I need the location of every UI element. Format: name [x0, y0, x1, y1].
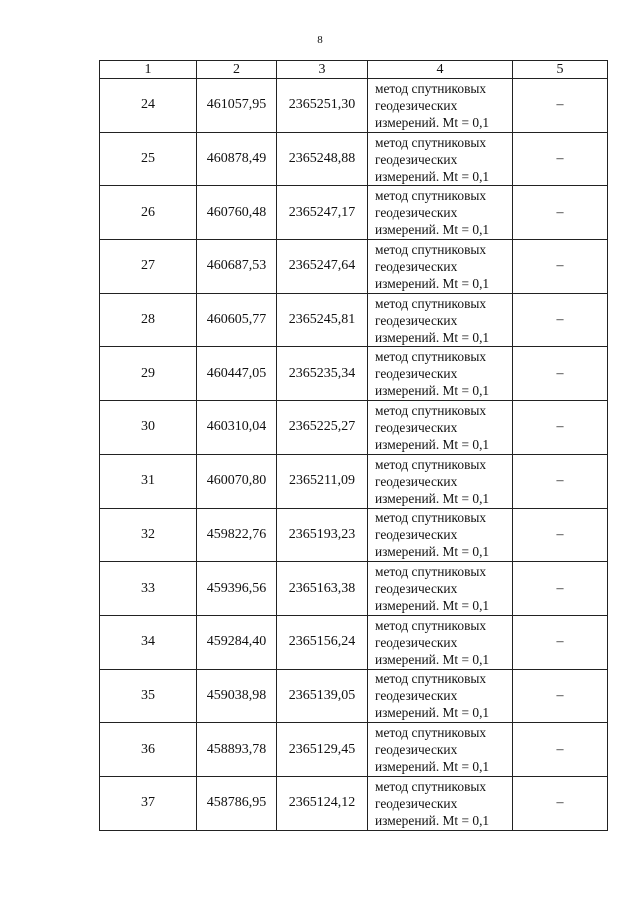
y-coordinate-cell: 2365193,23: [277, 508, 368, 562]
method-cell: [368, 401, 513, 455]
method-cell: [368, 240, 513, 294]
table-row: [100, 508, 608, 562]
x-coordinate-cell: 460878,49: [197, 132, 277, 186]
col5-cell: –: [513, 401, 608, 455]
point-number-cell: 27: [100, 240, 197, 294]
col5-cell: –: [513, 723, 608, 777]
col5-cell: –: [513, 79, 608, 133]
y-coordinate-cell: 2365245,81: [277, 293, 368, 347]
y-coordinate-cell: 2365124,12: [277, 776, 368, 830]
x-coordinate-cell: 461057,95: [197, 79, 277, 133]
page-number: 8: [317, 34, 323, 46]
method-line: метод спутниковых: [375, 564, 487, 580]
method-line: геодезических: [375, 527, 458, 543]
point-number-cell: 24: [100, 79, 197, 133]
method-line: метод спутниковых: [375, 349, 487, 365]
method-line: метод спутниковых: [375, 725, 487, 741]
header-col-3: 3: [277, 61, 368, 79]
x-coordinate-cell: 460760,48: [197, 186, 277, 240]
method-cell: [368, 454, 513, 508]
method-cell: [368, 562, 513, 616]
table-row: [100, 401, 608, 455]
x-coordinate-cell: 459822,76: [197, 508, 277, 562]
y-coordinate-cell: 2365251,30: [277, 79, 368, 133]
y-coordinate-cell: 2365139,05: [277, 669, 368, 723]
method-cell: [368, 347, 513, 401]
table-header-row: [100, 61, 608, 79]
col5-cell: –: [513, 186, 608, 240]
point-number-cell: 31: [100, 454, 197, 508]
table-row: [100, 293, 608, 347]
x-coordinate-cell: 460687,53: [197, 240, 277, 294]
method-line: метод спутниковых: [375, 134, 487, 150]
table-row: [100, 347, 608, 401]
method-line: измерений. Mt = 0,1: [375, 383, 490, 399]
method-cell: [368, 293, 513, 347]
point-number-cell: 37: [100, 776, 197, 830]
method-line: геодезических: [375, 688, 458, 704]
y-coordinate-cell: 2365225,27: [277, 401, 368, 455]
col5-cell: –: [513, 132, 608, 186]
header-col-1: 1: [100, 61, 197, 79]
method-line: измерений. Mt = 0,1: [375, 490, 490, 506]
table-row: [100, 79, 608, 133]
method-line: геодезических: [375, 151, 458, 167]
col5-cell: –: [513, 615, 608, 669]
method-line: метод спутниковых: [375, 778, 487, 794]
col5-cell: –: [513, 293, 608, 347]
col5-cell: –: [513, 347, 608, 401]
method-line: геодезических: [375, 634, 458, 650]
x-coordinate-cell: 460447,05: [197, 347, 277, 401]
method-line: геодезических: [375, 581, 458, 597]
method-line: геодезических: [375, 742, 458, 758]
x-coordinate-cell: 458786,95: [197, 776, 277, 830]
method-line: измерений. Mt = 0,1: [375, 275, 490, 291]
method-line: геодезических: [375, 419, 458, 435]
col5-cell: –: [513, 240, 608, 294]
table-body: [100, 79, 608, 831]
method-line: геодезических: [375, 312, 458, 328]
x-coordinate-cell: 460310,04: [197, 401, 277, 455]
method-line: измерений. Mt = 0,1: [375, 759, 490, 775]
method-line: метод спутниковых: [375, 80, 487, 96]
y-coordinate-cell: 2365235,34: [277, 347, 368, 401]
table-row: [100, 132, 608, 186]
table-row: [100, 776, 608, 830]
x-coordinate-cell: 460605,77: [197, 293, 277, 347]
method-line: геодезических: [375, 366, 458, 382]
header-col-5: 5: [513, 61, 608, 79]
header-col-4: 4: [368, 61, 513, 79]
col5-cell: –: [513, 669, 608, 723]
method-line: геодезических: [375, 473, 458, 489]
x-coordinate-cell: 459038,98: [197, 669, 277, 723]
point-number-cell: 32: [100, 508, 197, 562]
method-line: метод спутниковых: [375, 241, 487, 257]
method-line: измерений. Mt = 0,1: [375, 329, 490, 345]
method-line: геодезических: [375, 205, 458, 221]
table-row: [100, 454, 608, 508]
x-coordinate-cell: 458893,78: [197, 723, 277, 777]
method-line: метод спутниковых: [375, 456, 487, 472]
table-row: [100, 723, 608, 777]
method-line: измерений. Mt = 0,1: [375, 436, 490, 452]
table-row: [100, 669, 608, 723]
x-coordinate-cell: 459284,40: [197, 615, 277, 669]
x-coordinate-cell: 459396,56: [197, 562, 277, 616]
method-line: метод спутниковых: [375, 402, 487, 418]
method-line: измерений. Mt = 0,1: [375, 812, 490, 828]
method-line: геодезических: [375, 97, 458, 113]
method-cell: [368, 723, 513, 777]
table-row: [100, 186, 608, 240]
point-number-cell: 26: [100, 186, 197, 240]
method-cell: [368, 508, 513, 562]
y-coordinate-cell: 2365211,09: [277, 454, 368, 508]
coordinates-table: [99, 60, 608, 831]
y-coordinate-cell: 2365129,45: [277, 723, 368, 777]
method-line: метод спутниковых: [375, 188, 487, 204]
method-line: измерений. Mt = 0,1: [375, 544, 490, 560]
col5-cell: –: [513, 508, 608, 562]
col5-cell: –: [513, 776, 608, 830]
point-number-cell: 30: [100, 401, 197, 455]
point-number-cell: 29: [100, 347, 197, 401]
point-number-cell: 25: [100, 132, 197, 186]
method-cell: [368, 132, 513, 186]
point-number-cell: 35: [100, 669, 197, 723]
method-line: метод спутниковых: [375, 295, 487, 311]
header-col-2: 2: [197, 61, 277, 79]
table-row: [100, 562, 608, 616]
method-cell: [368, 615, 513, 669]
method-line: измерений. Mt = 0,1: [375, 168, 490, 184]
table-row: [100, 615, 608, 669]
method-line: метод спутниковых: [375, 510, 487, 526]
col5-cell: –: [513, 454, 608, 508]
y-coordinate-cell: 2365163,38: [277, 562, 368, 616]
method-line: геодезических: [375, 795, 458, 811]
method-line: измерений. Mt = 0,1: [375, 705, 490, 721]
y-coordinate-cell: 2365248,88: [277, 132, 368, 186]
method-cell: [368, 186, 513, 240]
table-row: [100, 240, 608, 294]
point-number-cell: 33: [100, 562, 197, 616]
method-cell: [368, 776, 513, 830]
method-line: геодезических: [375, 258, 458, 274]
method-line: метод спутниковых: [375, 671, 487, 687]
method-cell: [368, 669, 513, 723]
method-line: измерений. Mt = 0,1: [375, 651, 490, 667]
y-coordinate-cell: 2365247,17: [277, 186, 368, 240]
col5-cell: –: [513, 562, 608, 616]
method-line: измерений. Mt = 0,1: [375, 222, 490, 238]
y-coordinate-cell: 2365156,24: [277, 615, 368, 669]
method-line: измерений. Mt = 0,1: [375, 114, 490, 130]
y-coordinate-cell: 2365247,64: [277, 240, 368, 294]
method-line: измерений. Mt = 0,1: [375, 598, 490, 614]
point-number-cell: 28: [100, 293, 197, 347]
method-cell: [368, 79, 513, 133]
point-number-cell: 34: [100, 615, 197, 669]
x-coordinate-cell: 460070,80: [197, 454, 277, 508]
method-line: метод спутниковых: [375, 617, 487, 633]
point-number-cell: 36: [100, 723, 197, 777]
